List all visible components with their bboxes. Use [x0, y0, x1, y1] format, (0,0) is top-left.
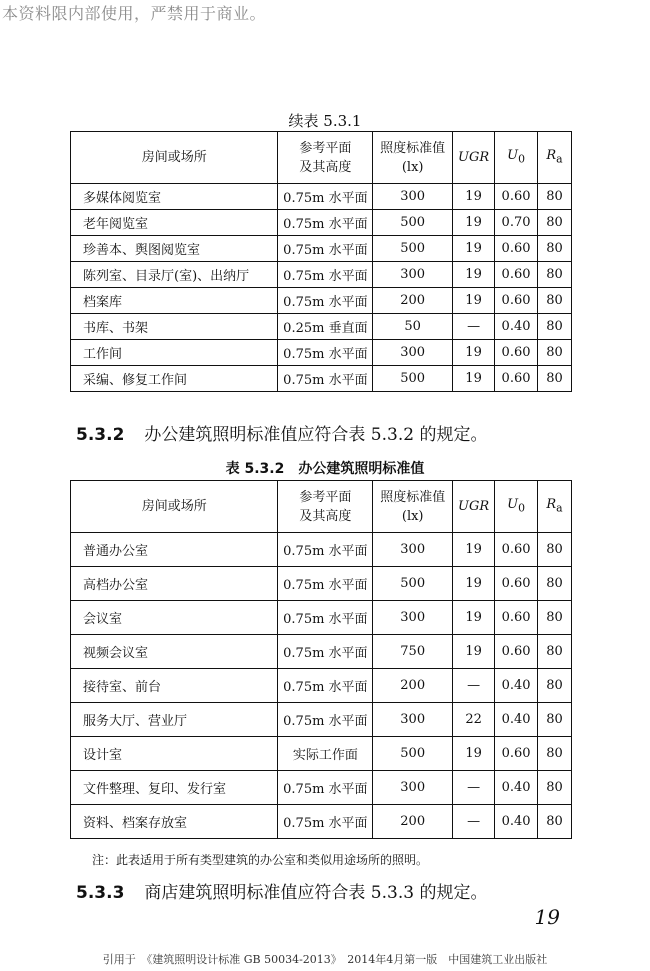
cell-u0: 0.40 [495, 669, 538, 703]
cell-plane: 0.75m 水平面 [278, 703, 373, 737]
table1-caption: 续表 5.3.1 [288, 112, 362, 130]
table-row [71, 340, 572, 366]
cell-u0: 0.60 [495, 184, 538, 210]
cell-room: 高档办公室 [71, 567, 278, 601]
clause-5-3-2 [76, 420, 487, 445]
table-row [71, 805, 572, 839]
header-ugr: UGR [453, 132, 495, 184]
cell-ra: 80 [538, 635, 572, 669]
cell-room: 陈列室、目录厅(室)、出纳厅 [71, 262, 278, 288]
cell-lux: 200 [373, 805, 453, 839]
cell-u0: 0.70 [495, 210, 538, 236]
cell-u0: 0.40 [495, 805, 538, 839]
cell-u0: 0.60 [495, 340, 538, 366]
cell-room: 多媒体阅览室 [71, 184, 278, 210]
page-number: 19 [534, 905, 560, 929]
cell-plane: 0.75m 水平面 [278, 669, 373, 703]
table-row [71, 236, 572, 262]
cell-room: 珍善本、舆图阅览室 [71, 236, 278, 262]
cell-ra: 80 [538, 184, 572, 210]
cell-u0: 0.60 [495, 236, 538, 262]
cell-plane: 0.75m 水平面 [278, 533, 373, 567]
cell-u0: 0.40 [495, 703, 538, 737]
cell-ugr: 19 [453, 236, 495, 262]
header-room: 房间或场所 [71, 481, 278, 533]
cell-u0: 0.60 [495, 635, 538, 669]
cell-ra: 80 [538, 601, 572, 635]
cell-ugr: 19 [453, 184, 495, 210]
cell-u0: 0.60 [495, 288, 538, 314]
cell-lux: 300 [373, 703, 453, 737]
cell-u0: 0.60 [495, 567, 538, 601]
cell-u0: 0.40 [495, 771, 538, 805]
table-row [71, 567, 572, 601]
header-u0: $U_0$ [495, 481, 538, 533]
cell-ra: 80 [538, 669, 572, 703]
cell-room: 接待室、前台 [71, 669, 278, 703]
cell-lux: 300 [373, 771, 453, 805]
table-row [71, 288, 572, 314]
table-row [71, 184, 572, 210]
cell-ra: 80 [538, 737, 572, 771]
cell-ra: 80 [538, 210, 572, 236]
cell-lux: 750 [373, 635, 453, 669]
cell-plane: 0.75m 水平面 [278, 567, 373, 601]
cell-ugr: 19 [453, 210, 495, 236]
cell-ra: 80 [538, 262, 572, 288]
table-header-row [71, 132, 572, 184]
clause-text: 商店建筑照明标准值应符合表 5.3.3 的规定。 [144, 883, 488, 903]
cell-room: 服务大厅、营业厅 [71, 703, 278, 737]
cell-room: 资料、档案存放室 [71, 805, 278, 839]
cell-room: 文件整理、复印、发行室 [71, 771, 278, 805]
cell-plane: 0.75m 水平面 [278, 635, 373, 669]
cell-ra: 80 [538, 533, 572, 567]
cell-u0: 0.60 [495, 366, 538, 392]
cell-room: 老年阅览室 [71, 210, 278, 236]
cell-plane: 0.75m 水平面 [278, 601, 373, 635]
citation-footer: 引用于 《建筑照明设计标准 GB 50034-2013》 2014年4月第一版 中国建筑工业出版社 [102, 953, 548, 966]
cell-ugr: 19 [453, 366, 495, 392]
header-ra: $R_a$ [538, 481, 572, 533]
table-row [71, 262, 572, 288]
table-row [71, 737, 572, 771]
cell-ugr: 19 [453, 567, 495, 601]
cell-ra: 80 [538, 288, 572, 314]
table2-caption: 表 5.3.2 办公建筑照明标准值 [225, 461, 425, 477]
cell-lux: 500 [373, 737, 453, 771]
cell-room: 档案库 [71, 288, 278, 314]
cell-u0: 0.60 [495, 737, 538, 771]
cell-plane: 0.75m 水平面 [278, 210, 373, 236]
table-row [71, 601, 572, 635]
header-plane: 参考平面 及其高度 [278, 481, 373, 533]
header-lux: 照度标准值 (lx) [373, 132, 453, 184]
cell-lux: 200 [373, 288, 453, 314]
cell-plane: 0.75m 水平面 [278, 340, 373, 366]
cell-ra: 80 [538, 340, 572, 366]
table-5-3-2 [70, 480, 572, 839]
cell-lux: 500 [373, 567, 453, 601]
cell-lux: 500 [373, 210, 453, 236]
table-row [71, 314, 572, 340]
cell-lux: 300 [373, 533, 453, 567]
cell-room: 视频会议室 [71, 635, 278, 669]
clause-number: 5.3.2 [76, 425, 125, 445]
cell-u0: 0.60 [495, 262, 538, 288]
cell-ra: 80 [538, 366, 572, 392]
cell-lux: 300 [373, 184, 453, 210]
cell-lux: 200 [373, 669, 453, 703]
clause-5-3-3 [76, 878, 487, 903]
cell-plane: 实际工作面 [278, 737, 373, 771]
cell-plane: 0.75m 水平面 [278, 771, 373, 805]
cell-ugr: 19 [453, 340, 495, 366]
cell-plane: 0.75m 水平面 [278, 236, 373, 262]
cell-ugr: 19 [453, 635, 495, 669]
header-ra: $R_a$ [538, 132, 572, 184]
table-5-3-1-continued [70, 131, 572, 392]
cell-ugr: 19 [453, 601, 495, 635]
cell-ra: 80 [538, 771, 572, 805]
table-row [71, 703, 572, 737]
cell-ugr: 19 [453, 288, 495, 314]
cell-u0: 0.60 [495, 533, 538, 567]
cell-ugr: 19 [453, 737, 495, 771]
cell-lux: 300 [373, 601, 453, 635]
cell-room: 工作间 [71, 340, 278, 366]
table-row [71, 771, 572, 805]
cell-room: 书库、书架 [71, 314, 278, 340]
table-row [71, 366, 572, 392]
cell-lux: 500 [373, 366, 453, 392]
header-plane: 参考平面 及其高度 [278, 132, 373, 184]
watermark: 本资料限内部使用，严禁用于商业。 [2, 4, 267, 23]
cell-plane: 0.75m 水平面 [278, 366, 373, 392]
cell-ra: 80 [538, 314, 572, 340]
clause-number: 5.3.3 [76, 883, 125, 903]
clause-text: 办公建筑照明标准值应符合表 5.3.2 的规定。 [144, 425, 488, 445]
table-row [71, 635, 572, 669]
cell-lux: 500 [373, 236, 453, 262]
cell-u0: 0.40 [495, 314, 538, 340]
cell-ra: 80 [538, 805, 572, 839]
table-row [71, 533, 572, 567]
cell-ra: 80 [538, 236, 572, 262]
table-header-row [71, 481, 572, 533]
cell-ugr: 19 [453, 533, 495, 567]
cell-ugr: 19 [453, 262, 495, 288]
cell-lux: 300 [373, 340, 453, 366]
cell-lux: 300 [373, 262, 453, 288]
cell-ugr: — [453, 771, 495, 805]
header-lux: 照度标准值 (lx) [373, 481, 453, 533]
cell-ugr: 22 [453, 703, 495, 737]
cell-room: 设计室 [71, 737, 278, 771]
cell-ra: 80 [538, 567, 572, 601]
cell-plane: 0.75m 水平面 [278, 288, 373, 314]
table-row [71, 669, 572, 703]
cell-ra: 80 [538, 703, 572, 737]
cell-ugr: — [453, 314, 495, 340]
cell-plane: 0.75m 水平面 [278, 805, 373, 839]
cell-plane: 0.75m 水平面 [278, 184, 373, 210]
table-row [71, 210, 572, 236]
cell-plane: 0.25m 垂直面 [278, 314, 373, 340]
cell-lux: 50 [373, 314, 453, 340]
cell-room: 采编、修复工作间 [71, 366, 278, 392]
header-ugr: UGR [453, 481, 495, 533]
cell-ugr: — [453, 805, 495, 839]
cell-u0: 0.60 [495, 601, 538, 635]
cell-room: 普通办公室 [71, 533, 278, 567]
cell-room: 会议室 [71, 601, 278, 635]
header-u0: $U_0$ [495, 132, 538, 184]
table-note: 注：此表适用于所有类型建筑的办公室和类似用途场所的照明。 [92, 853, 429, 867]
cell-ugr: — [453, 669, 495, 703]
header-room: 房间或场所 [71, 132, 278, 184]
cell-plane: 0.75m 水平面 [278, 262, 373, 288]
